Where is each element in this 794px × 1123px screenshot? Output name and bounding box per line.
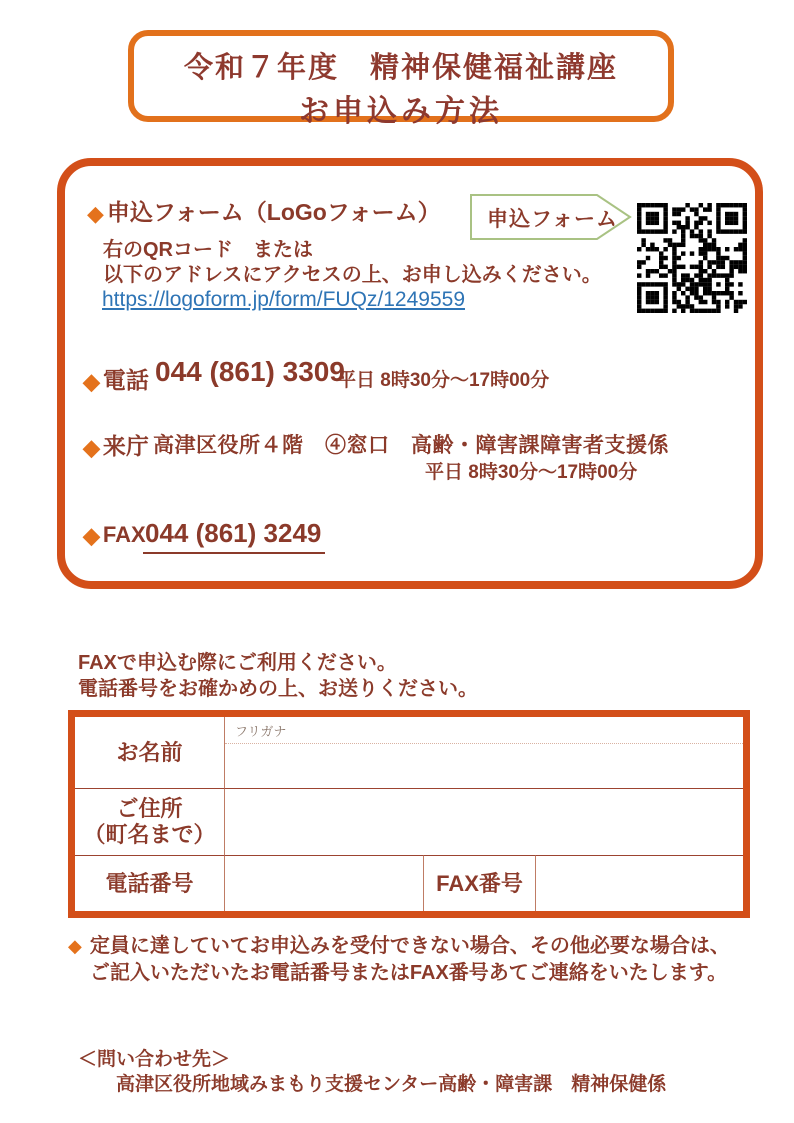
capacity-note <box>68 933 730 987</box>
visit-hours: 平日 8時30分～17時00分 <box>425 462 638 483</box>
phone-input-cell <box>224 855 423 911</box>
diamond-bullet-icon: ◆ <box>83 369 100 394</box>
title-box <box>128 30 674 128</box>
phone-label-cell: 電話番号 <box>75 855 224 911</box>
phone-hours: 平日 8時30分～17時00分 <box>337 370 550 391</box>
form-tag-label: 申込フォーム <box>487 208 618 231</box>
note-line-2: ご記入いただいたお電話番号またはFAX番号あてご連絡をいたします。 <box>89 962 728 984</box>
diamond-bullet-icon: ◆ <box>83 523 100 548</box>
diamond-bullet-icon: ◆ <box>83 435 100 460</box>
application-form-link[interactable]: https://logoform.jp/form/FUQz/1249559 <box>102 288 465 311</box>
phone-label-with-bullet <box>83 362 149 395</box>
url-line <box>102 288 465 312</box>
contact-detail: 高津区役所地域みまもり支援センター高齢・障害課 精神保健係 <box>116 1074 667 1095</box>
visit-label: 来庁 <box>102 433 149 459</box>
fax-intro-line-1: FAXで申込む際にご利用ください。 <box>78 652 397 674</box>
phone-method-row <box>65 356 755 396</box>
contact-footer <box>78 1047 666 1097</box>
note-line-1: 定員に達していてお申込みを受付できない場合、その他必要な場合は、 <box>89 935 730 957</box>
name-label-cell: お名前 <box>116 739 183 765</box>
form-instructions <box>103 238 602 288</box>
page-subtitle: お申込み方法 <box>299 95 503 128</box>
instruction-line-1: 右のQRコード または <box>103 239 313 261</box>
form-method-label: 申込フォーム（LoGoフォーム） <box>106 199 441 225</box>
visit-label-with-bullet <box>83 428 149 461</box>
qr-code-icon <box>637 203 747 313</box>
visit-place: 高津区役所４階 ④窓口 高齢・障害課障害者支援係 <box>153 434 669 457</box>
page-title: 令和７年度 精神保健福祉講座 <box>183 52 618 84</box>
visit-method-row <box>65 428 755 458</box>
fax-method-row <box>65 518 755 558</box>
contact-heading: ＜問い合わせ先＞ <box>78 1049 231 1070</box>
fax-label-cell: FAX番号 <box>423 855 535 911</box>
phone-label: 電話 <box>102 367 149 393</box>
form-tag <box>470 194 632 240</box>
capacity-note-text <box>90 933 730 987</box>
fax-application-table <box>68 710 750 918</box>
diamond-bullet-icon: ◆ <box>68 936 82 956</box>
address-label-line-2: （町名まで） <box>83 822 216 847</box>
fax-intro-line-2: 電話番号をお確かめの上、お送りください。 <box>78 678 478 700</box>
fax-form-intro <box>78 650 478 702</box>
furigana-label: フリガナ <box>225 717 743 744</box>
instruction-line-2: 以下のアドレスにアクセスの上、お申し込みください。 <box>103 264 602 286</box>
application-methods-box <box>57 158 763 589</box>
fax-input-cell <box>535 855 743 911</box>
diamond-bullet-icon: ◆ <box>87 201 104 226</box>
fax-label-with-bullet <box>83 522 146 549</box>
address-label-cell <box>75 788 224 855</box>
address-input-cell <box>224 788 743 855</box>
name-input-cell <box>224 717 743 788</box>
form-method-heading <box>87 194 441 227</box>
fax-number: 044 (861) 3249 <box>143 518 325 554</box>
phone-number: 044 (861) 3309 <box>155 356 345 387</box>
fax-label: FAX <box>102 522 146 547</box>
address-label-line-1: ご住所 <box>116 796 183 821</box>
